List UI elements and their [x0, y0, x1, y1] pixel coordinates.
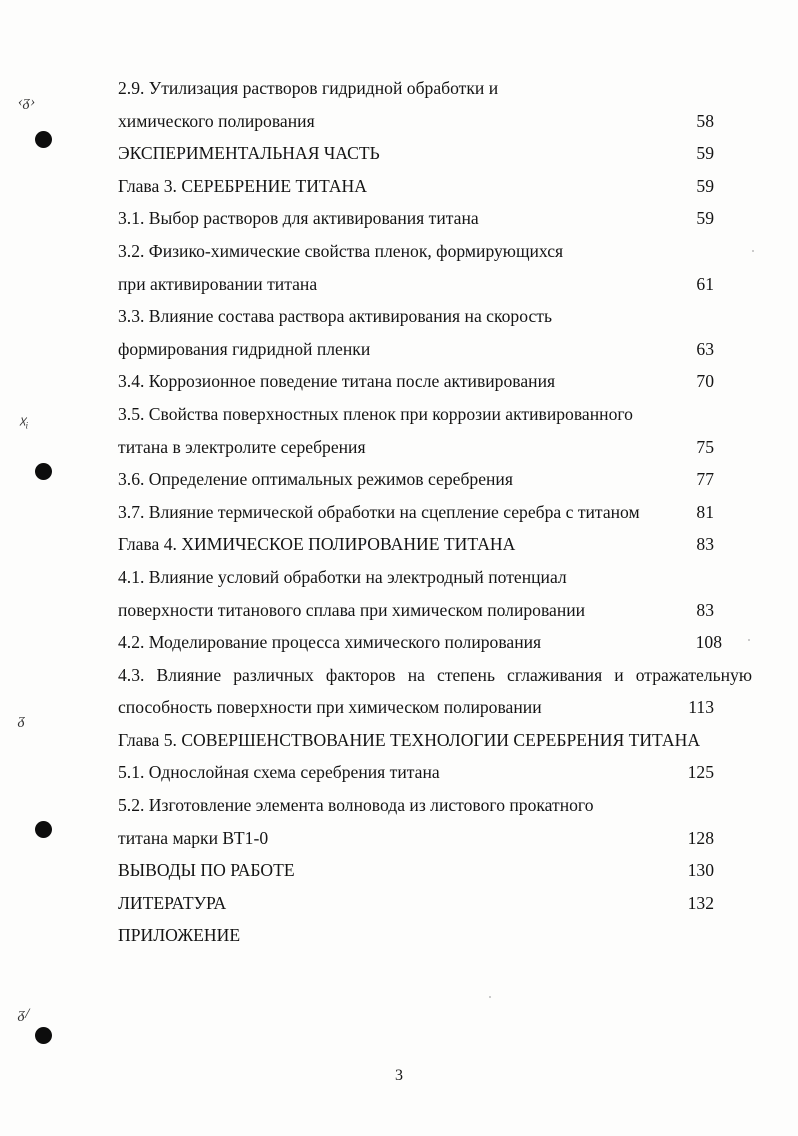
toc-entry-title: 2.9. Утилизация растворов гидридной обработки и — [118, 78, 499, 98]
toc-entry[interactable] — [0, 596, 798, 629]
toc-entry-page: 108 — [695, 632, 722, 653]
toc-entry-title: 5.1. Однослойная схема серебрения титана — [118, 762, 440, 783]
toc-entry-page: 59 — [696, 208, 714, 229]
toc-entry[interactable] — [0, 335, 798, 368]
toc-entry[interactable] — [0, 758, 798, 791]
toc-entry-title: ЛИТЕРАТУРА — [118, 892, 227, 913]
toc-entry-title: 3.7. Влияние термической обработки на сцепление серебра с титаном — [118, 501, 640, 522]
toc-entry[interactable] — [0, 889, 798, 922]
toc-entry-title: Глава 3. СЕРЕБРЕНИЕ ТИТАНА — [118, 175, 367, 196]
margin-mark: ᵹ — [18, 712, 26, 728]
toc-entry[interactable] — [0, 791, 798, 824]
toc-entry-title: химического полирования — [118, 110, 315, 131]
toc-entry[interactable] — [0, 693, 798, 726]
toc-entry-page: 132 — [687, 892, 714, 913]
toc-entry[interactable] — [0, 204, 798, 237]
toc-entry-page: 58 — [696, 110, 714, 131]
toc-entry[interactable] — [0, 107, 798, 140]
toc-entry[interactable] — [0, 856, 798, 889]
toc-entry-page: 128 — [687, 827, 714, 848]
toc-entry-title: ПРИЛОЖЕНИЕ — [118, 925, 241, 946]
toc-entry-title: 3.6. Определение оптимальных режимов серебрения — [118, 469, 513, 490]
toc-entry-page: 83 — [696, 599, 714, 620]
page-number: 3 — [395, 1067, 403, 1084]
toc-entry-page: 113 — [688, 697, 714, 718]
toc-entry-title: формирования гидридной пленки — [118, 338, 371, 359]
toc-entry[interactable] — [0, 400, 798, 433]
toc-entry[interactable] — [0, 302, 798, 335]
toc-entry-title: способность поверхности при химическом полировании — [118, 697, 542, 718]
toc-entry-page: 70 — [696, 371, 714, 392]
toc-entry-page: 59 — [696, 175, 714, 196]
toc-entry-title: ВЫВОДЫ ПО РАБОТЕ — [118, 860, 295, 881]
toc-entry-title: ЭКСПЕРИМЕНТАЛЬНАЯ ЧАСТЬ — [118, 143, 380, 164]
toc-entry-page: 75 — [696, 436, 714, 457]
toc-entry[interactable] — [0, 367, 798, 400]
toc-entry-title: титана в электролите серебрения — [118, 436, 366, 457]
toc-entry[interactable] — [0, 726, 798, 759]
toc-entry-title: 4.3. Влияние различных факторов на степень сглаживания и отражательную — [118, 664, 752, 685]
toc-entry-title: 3.4. Коррозионное поведение титана после активирования — [118, 371, 556, 392]
toc-entry[interactable] — [0, 270, 798, 303]
toc-entry-title: 3.5. Свойства поверхностных пленок при коррозии активированного — [118, 403, 633, 424]
toc-entry[interactable] — [0, 74, 798, 107]
toc-entry-title: 3.2. Физико-химические свойства пленок, формирующихся — [118, 240, 564, 261]
toc-entry-title: поверхности титанового сплава при химическом полировании — [118, 599, 586, 620]
toc-entry-page: 63 — [696, 338, 714, 359]
toc-entry[interactable] — [0, 824, 798, 857]
toc-entry-title: при активировании титана — [118, 273, 318, 294]
toc-entry-title: 3.3. Влияние состава раствора активирования на скорость — [118, 306, 552, 327]
toc-entry-title: 3.1. Выбор растворов для активирования титана — [118, 208, 479, 229]
toc-entry-title: 4.1. Влияние условий обработки на электродный потенциал — [118, 566, 567, 587]
margin-mark: ᵹ/ — [18, 1006, 30, 1022]
paper-speck — [489, 996, 491, 998]
toc-entry[interactable] — [0, 661, 798, 694]
toc-entry-page: 77 — [696, 469, 714, 490]
table-of-contents — [0, 74, 798, 954]
punch-hole — [35, 1027, 52, 1044]
toc-entry[interactable] — [0, 139, 798, 172]
toc-entry[interactable] — [0, 172, 798, 205]
toc-entry-title: титана марки ВТ1-0 — [118, 827, 269, 848]
toc-entry[interactable] — [0, 563, 798, 596]
toc-entry-page: 125 — [687, 762, 714, 783]
toc-entry-page: 130 — [687, 860, 714, 881]
toc-entry-title: 5.2. Изготовление элемента волновода из листового прокатного — [118, 795, 594, 816]
toc-entry-page: 81 — [696, 501, 714, 522]
toc-entry-title: Глава 4. ХИМИЧЕСКОЕ ПОЛИРОВАНИЕ ТИТАНА — [118, 534, 516, 555]
toc-entry-page: 59 — [696, 143, 714, 164]
toc-entry[interactable] — [0, 530, 798, 563]
toc-entry[interactable] — [0, 237, 798, 270]
toc-entry-title: Глава 5. СОВЕРШЕНСТВОВАНИЕ ТЕХНОЛОГИИ СЕРЕБРЕНИЯ ТИТАНА — [118, 729, 701, 750]
margin-mark: ‹ᵹ› — [18, 94, 36, 110]
toc-entry[interactable] — [0, 433, 798, 466]
toc-entry[interactable] — [0, 628, 798, 661]
toc-entry[interactable] — [0, 921, 798, 954]
margin-mark: ☓ᵢ — [18, 415, 29, 431]
toc-entry[interactable] — [0, 465, 798, 498]
toc-entry-page: 83 — [696, 534, 714, 555]
toc-entry[interactable] — [0, 498, 798, 531]
toc-entry-page: 61 — [696, 273, 714, 294]
toc-entry-title: 4.2. Моделирование процесса химического полирования — [118, 632, 542, 653]
